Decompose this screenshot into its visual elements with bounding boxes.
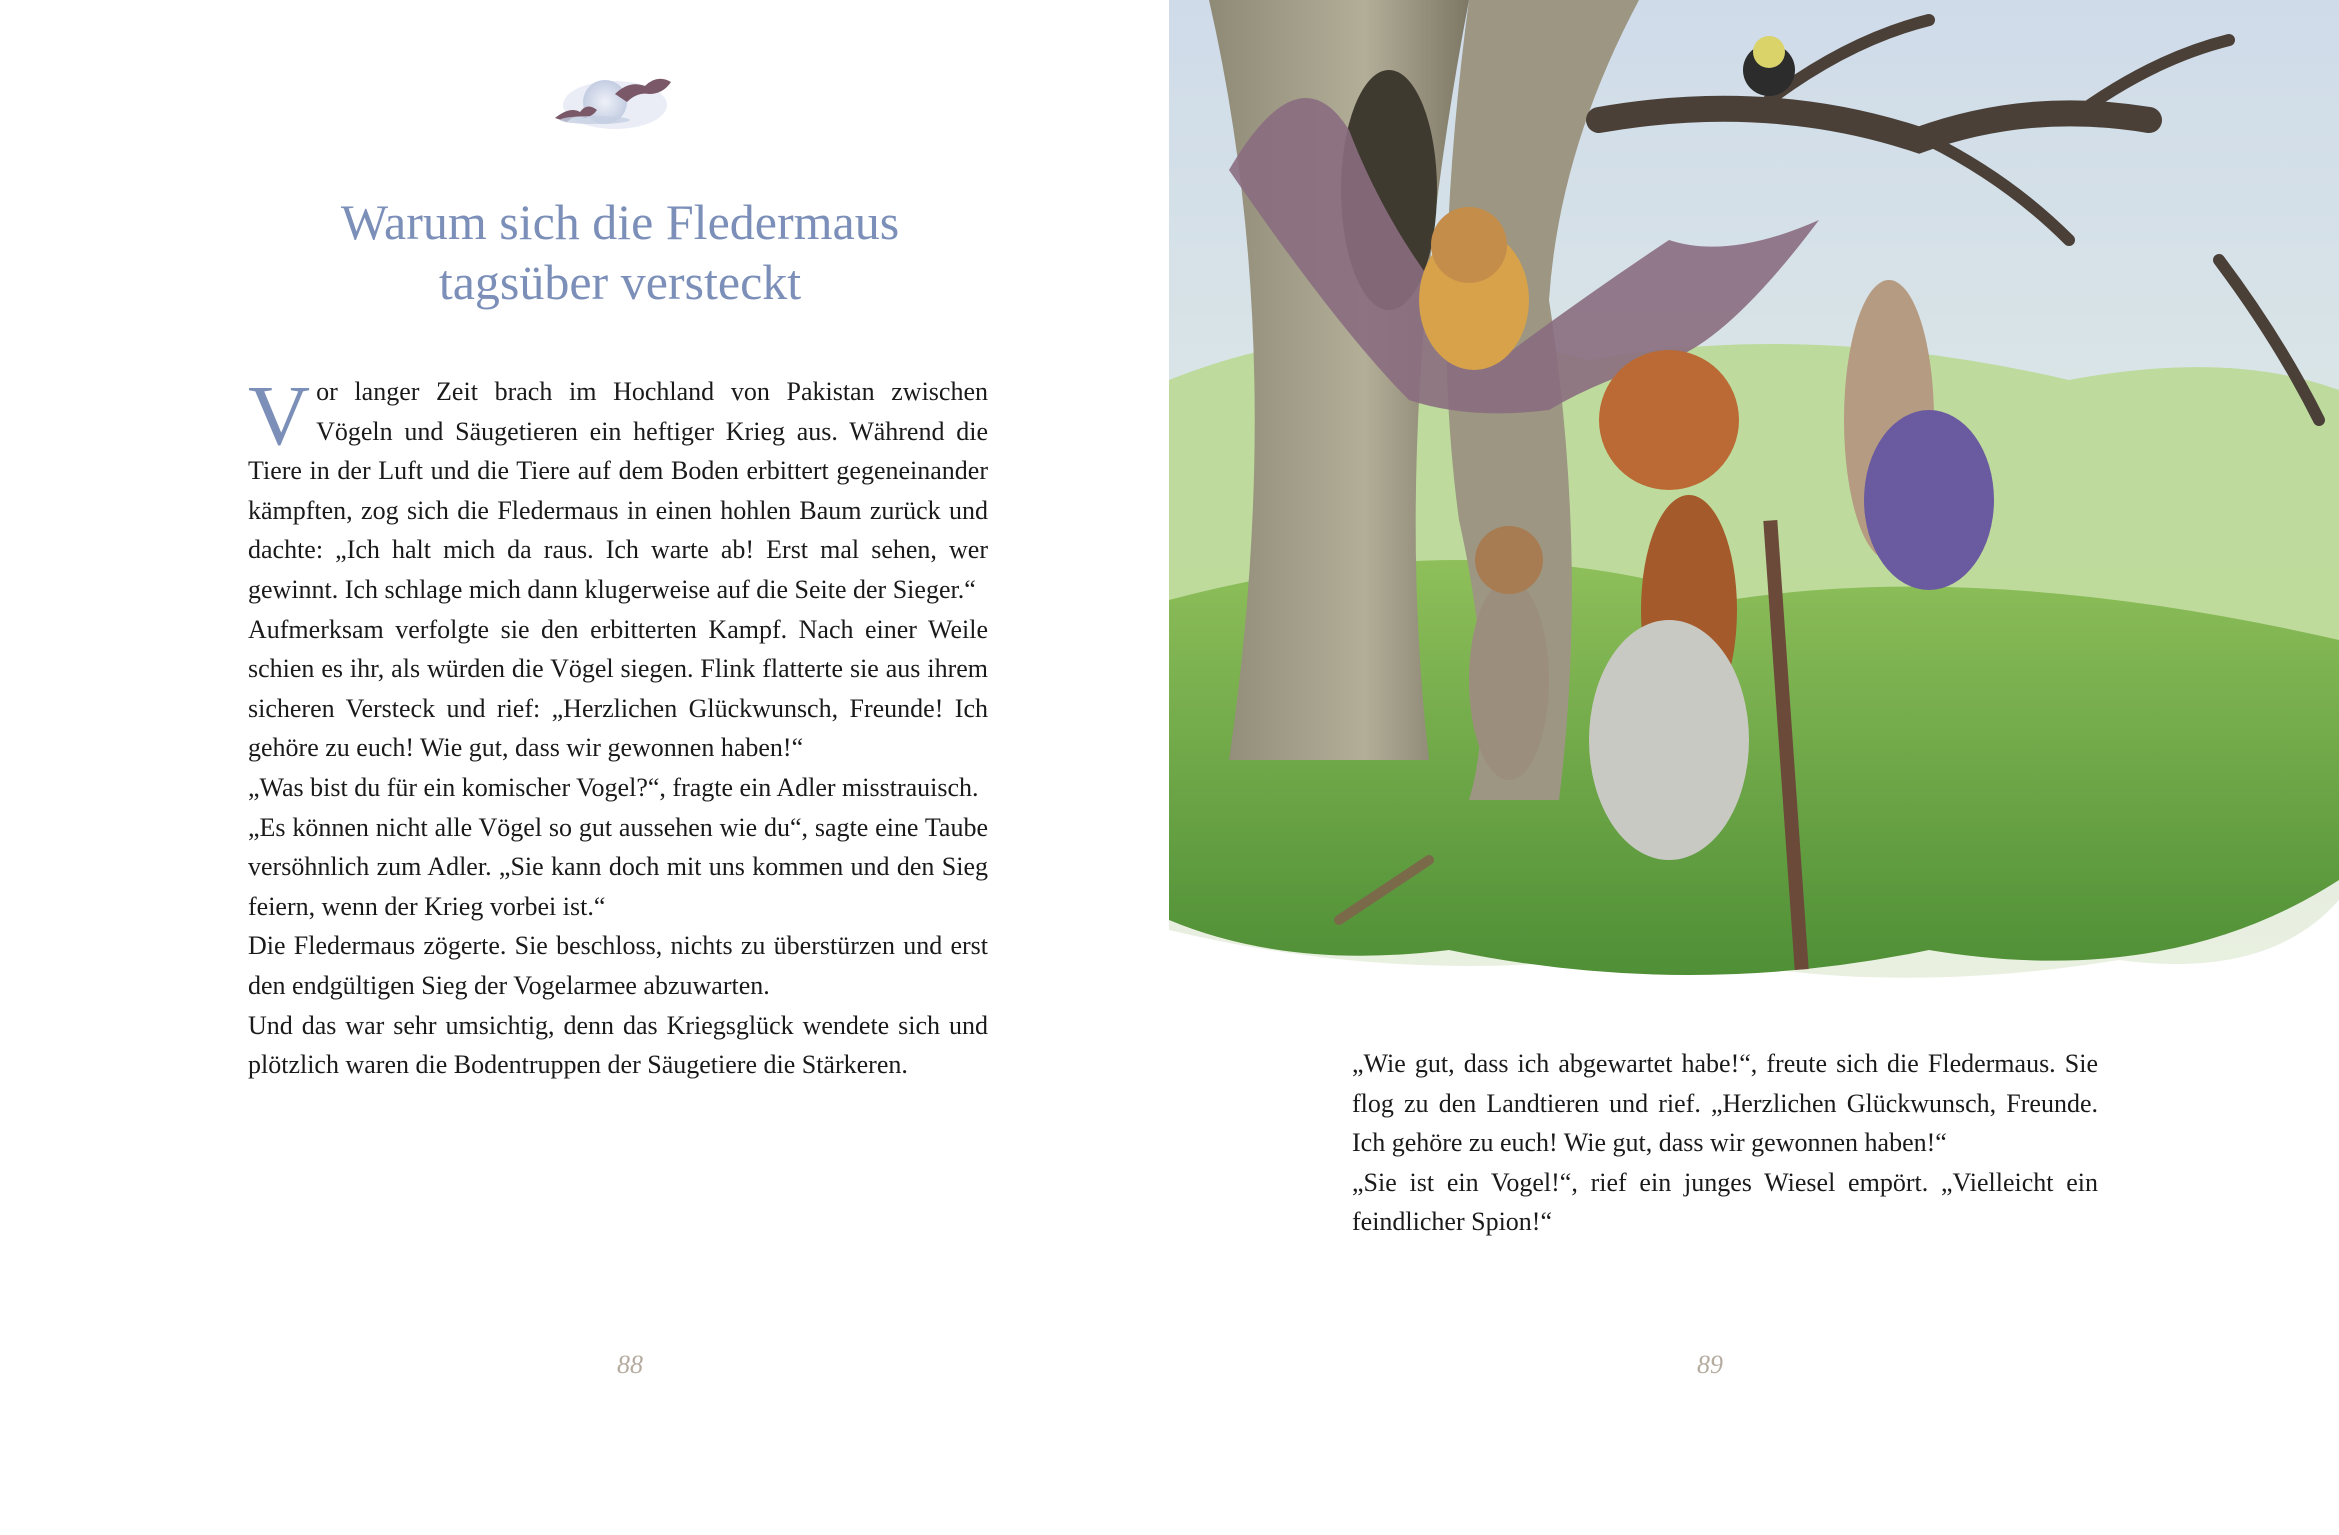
bat-moon-vignette [545, 60, 685, 140]
story-title [250, 192, 990, 312]
paragraph-4: „Es können nicht alle Vögel so gut aussehen wie du“, sagte eine Taube versöhnlich zum Adler. „Sie kann doch mit uns kommen und den Sieg feiern, wenn der Krieg vorbei ist.“ [248, 812, 988, 921]
page-number-right: 89 [1697, 1350, 1723, 1379]
paragraph-1 [248, 367, 988, 610]
paragraph-3: „Was bist du für ein komischer Vogel?“, fragte ein Adler misstrauisch. [248, 772, 979, 802]
forest-illustration [1169, 0, 2339, 1000]
paragraph-6: Und das war sehr umsichtig, denn das Kriegsglück wendete sich und plötzlich waren die Bodentruppen der Säugetiere die Stärkeren. [248, 1010, 988, 1080]
story-text-right [1352, 1044, 2098, 1242]
drop-cap: V [248, 367, 311, 463]
paragraph-right-2: „Sie ist ein Vogel!“, rief ein junges Wiesel empört. „Vielleicht ein feindlicher Spion!“ [1352, 1167, 2098, 1237]
story-text-left [248, 367, 988, 1085]
title-line-2: tagsüber versteckt [438, 254, 802, 310]
paragraph-1-text: or langer Zeit brach im Hochland von Pakistan zwischen Vögeln und Säugetieren ein heftiger Krieg aus. Während die Tiere in der Luft und die Tiere auf dem Boden erbittert gegeneinander kämpften, zog sich die Fledermaus in einen hohlen Baum zurück und dachte: „Ich halt mich da raus. Ich warte ab! Erst mal sehen, wer gewinnt. Ich schlage mich dann klugerweise auf die Seite der Sieger.“ [248, 377, 988, 604]
title-line-1: Warum sich die Fledermaus [340, 194, 900, 250]
paragraph-5: Die Fledermaus zögerte. Sie beschloss, nichts zu überstürzen und erst den endgültigen Sieg der Vogelarmee abzuwarten. [248, 931, 988, 1000]
paragraph-2: Aufmerksam verfolgte sie den erbitterten Kampf. Nach einer Weile schien es ihr, als würden die Vögel siegen. Flink flatterte sie aus ihrem sicheren Versteck und rief: „Herzlichen Glückwunsch, Freunde! Ich gehöre zu euch! Wie gut, dass wir gewonnen haben!“ [248, 614, 988, 763]
paragraph-right-1: „Wie gut, dass ich abgewartet habe!“, freute sich die Fledermaus. Sie flog zu den Landtieren und rief. „Herzlichen Glückwunsch, Freunde. Ich gehöre zu euch! Wie gut, dass wir gewonnen haben!“ [1352, 1049, 2098, 1158]
page-number-left: 88 [617, 1350, 643, 1379]
left-page [0, 0, 1169, 1535]
